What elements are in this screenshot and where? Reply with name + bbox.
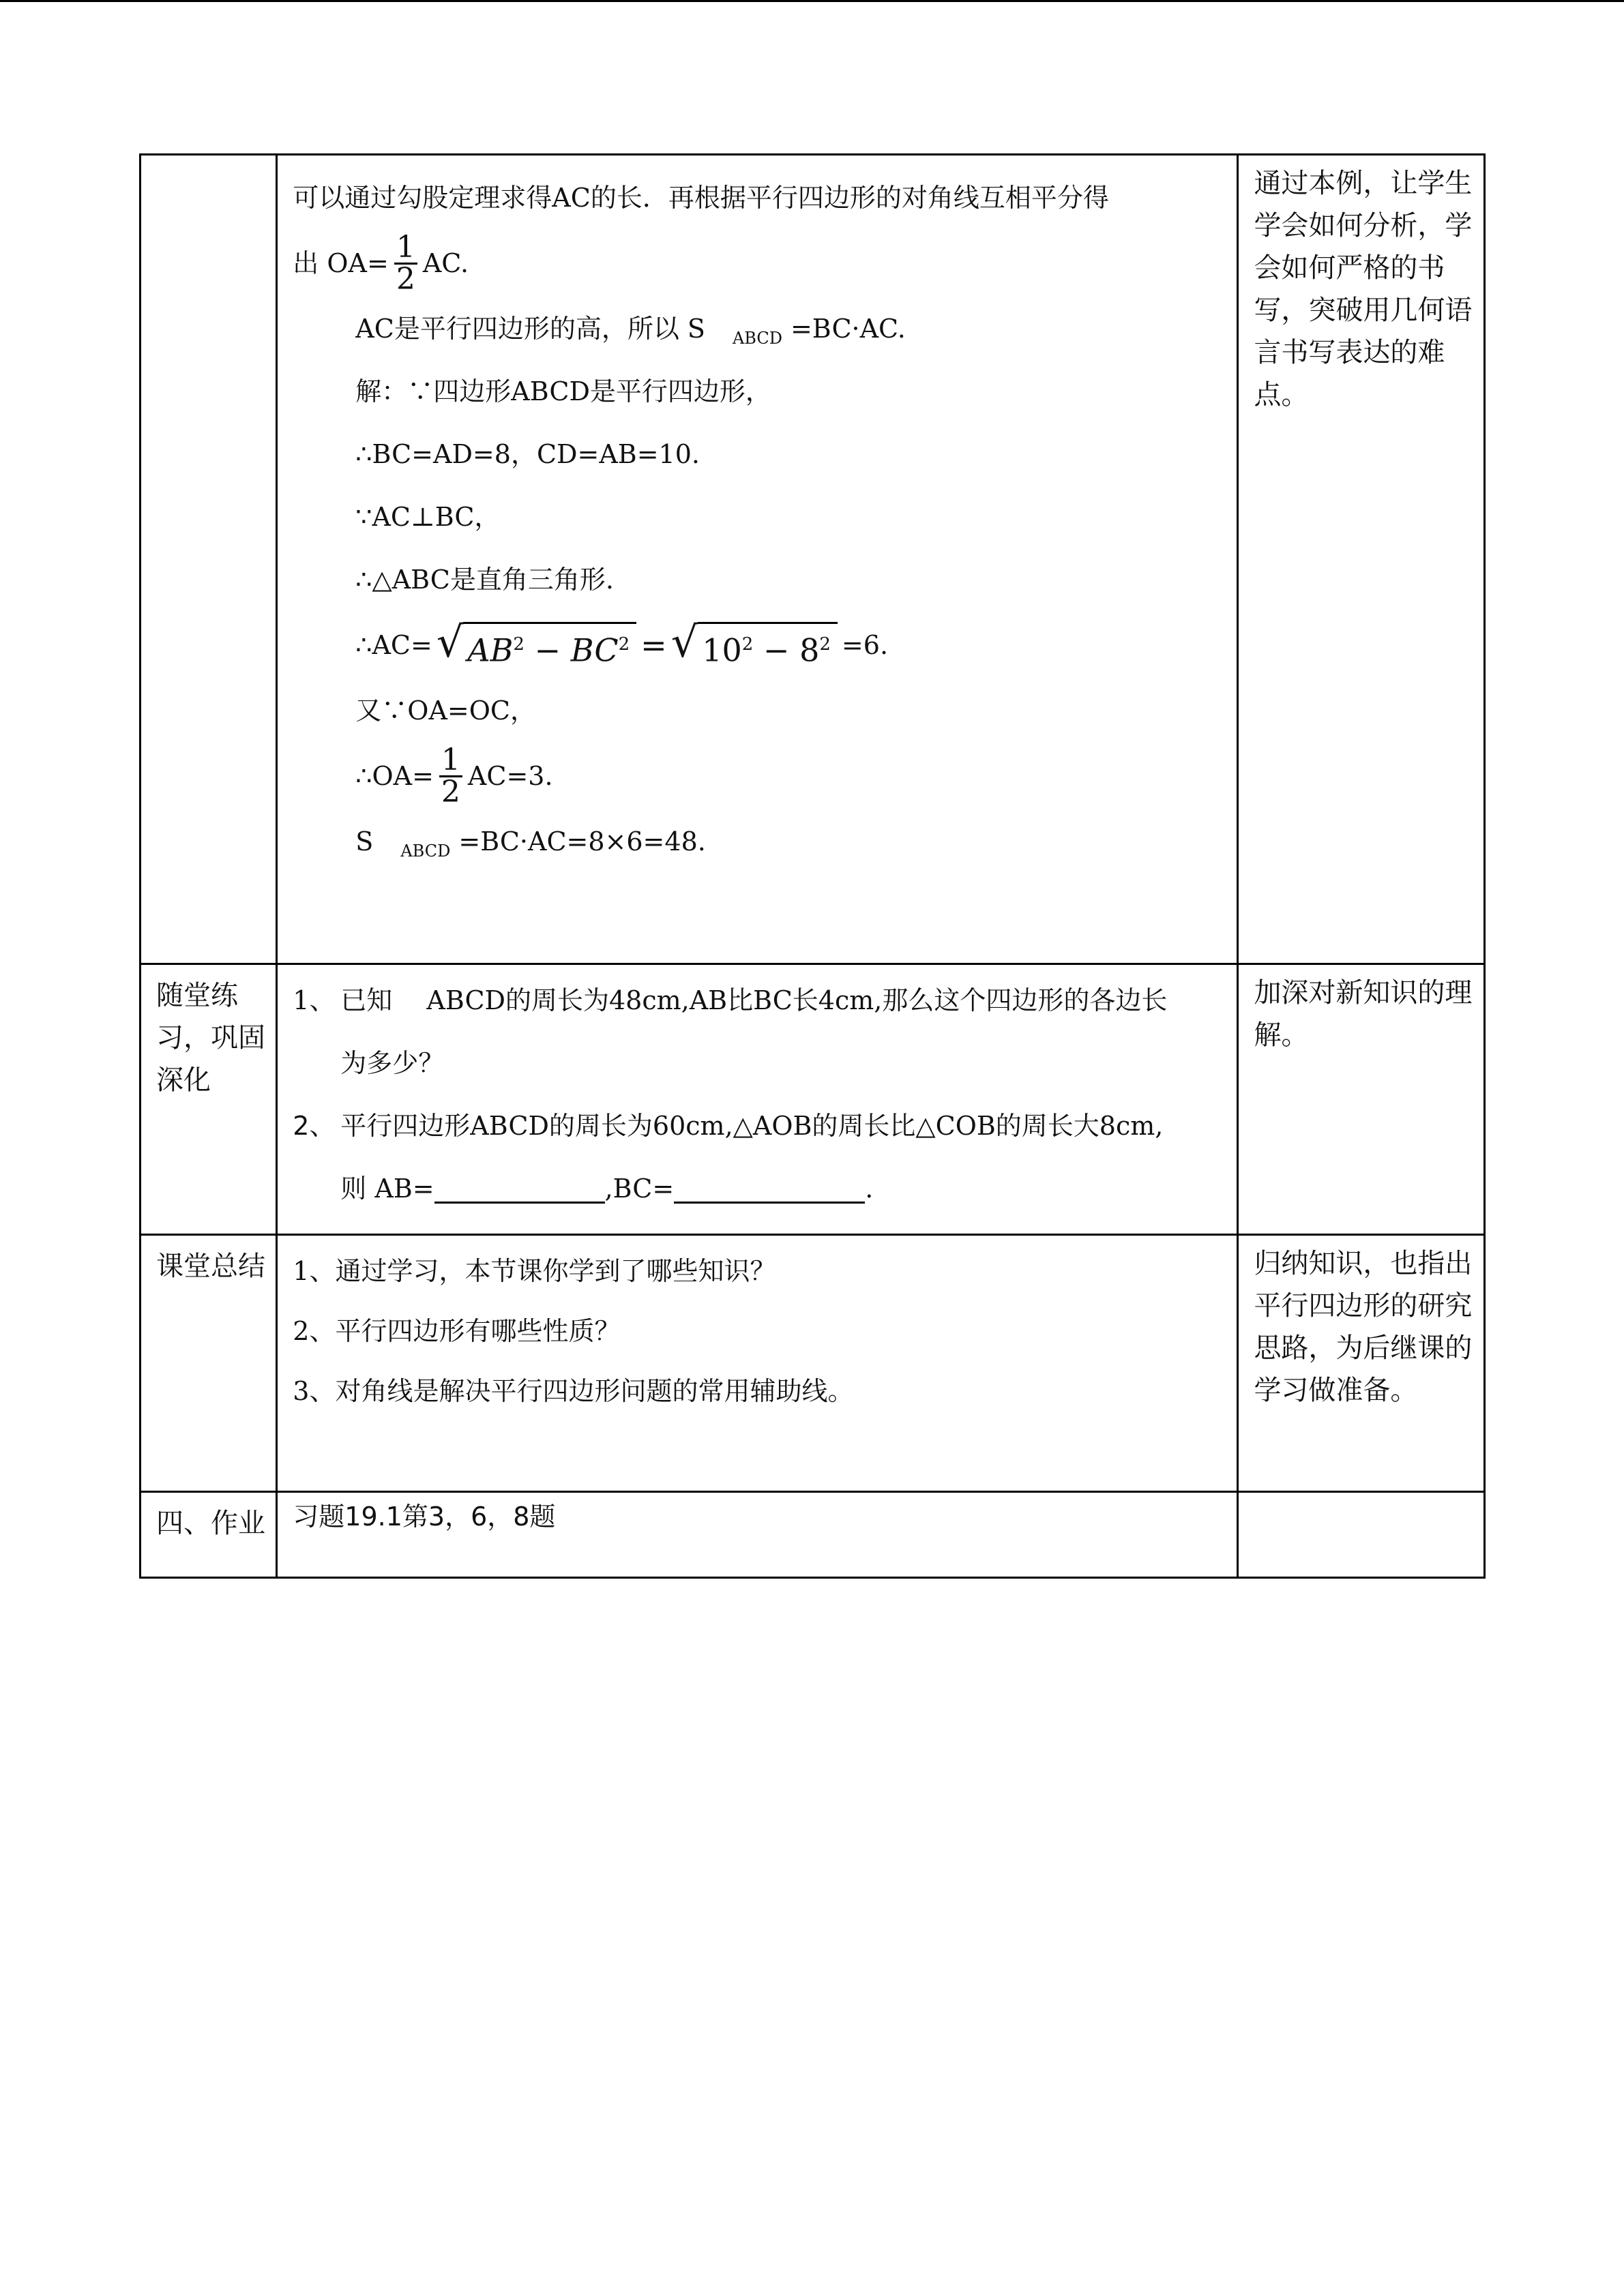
solution-line: AC是平行四边形的高，所以 S ABCD =BC·AC. [355,314,906,348]
summary-item: 2、平行四边形有哪些性质？ [293,1316,621,1346]
practice-row [141,964,1485,1235]
solution-line: 可以通过勾股定理求得AC的长．再根据平行四边形的对角线互相平分得 [293,183,1109,213]
teaching-note: 归纳知识，也指出平行四边形的研究思路，为后继课的学习做准备。 [1254,1248,1473,1406]
fraction-half: $\frac{1}{2}$ [394,233,417,295]
question-2-cont: 则 AB= ,BC= . [340,1174,874,1204]
practice-cell [277,964,1238,1235]
summary-row [141,1235,1485,1492]
row-label [141,155,276,165]
teaching-note [1239,1493,1483,1500]
summary-item: 1、通过学习，本节课你学到了哪些知识？ [293,1256,776,1286]
solution-line: ∴OA= $\frac{1}{2}$ AC=3. [355,742,553,809]
fraction-half: $\frac{1}{2}$ [439,745,462,807]
sqrt-numeric: √ $10^2 - 8^2$ [671,622,838,668]
solution-cell [277,155,1238,964]
answer-blank-ab[interactable] [434,1174,605,1204]
solution-line: S ABCD =BC·AC=8×6=48. [355,826,706,861]
example-row [141,155,1485,964]
teaching-note: 加深对新知识的理解。 [1254,977,1473,1051]
row-label-cell [141,964,277,1235]
lesson-table [139,153,1486,1579]
question-1: 1、 已知 ABCD的周长为48cm,AB比BC长4cm,那么这个四边形的各边长 [293,985,1168,1015]
row-label: 四、作业 [156,1508,265,1539]
solution-line: 出 OA= $\frac{1}{2}$ AC. [293,229,469,297]
sqrt-expression: √ $AB^2 - BC^2$ [437,622,636,668]
homework-row [141,1492,1485,1578]
row-label-cell [141,155,277,964]
row-label-cell [141,1492,277,1578]
note-cell [1238,1235,1485,1492]
question-2: 2、 平行四边形ABCD的周长为60cm,△AOB的周长比△COB的周长大8cm, [293,1111,1164,1141]
question-1-cont: 为多少？ [340,1048,445,1078]
solution-line: ∴BC=AD=8，CD=AB=10. [355,439,700,469]
top-rule [0,0,1624,2]
summary-cell [277,1235,1238,1492]
solution-line: 解：∵四边形ABCD是平行四边形， [355,376,771,406]
row-label-cell [141,1235,277,1492]
note-cell [1238,964,1485,1235]
solution-line: ∴AC= √ $AB^2 - BC^2$ = √ $10^2 - 8^2$ =6. [355,617,889,669]
answer-blank-bc[interactable] [674,1174,865,1204]
solution-line: 又∵OA=OC， [355,696,536,726]
summary-item: 3、对角线是解决平行四边形问题的常用辅助线。 [293,1376,854,1406]
solution-line: ∵AC⊥BC， [355,502,501,532]
note-cell [1238,155,1485,964]
row-label: 课堂总结 [156,1251,265,1282]
homework-text: 习题19.1第3，6，8题 [293,1502,556,1532]
teaching-note: 通过本例，让学生学会如何分析，学会如何严格的书写，突破用几何语言书写表达的难点。 [1254,168,1473,411]
solution-line: ∴△ABC是直角三角形. [355,565,614,595]
note-cell [1238,1492,1485,1578]
row-label: 随堂练习，巩固深化 [156,980,265,1096]
homework-cell [277,1492,1238,1578]
